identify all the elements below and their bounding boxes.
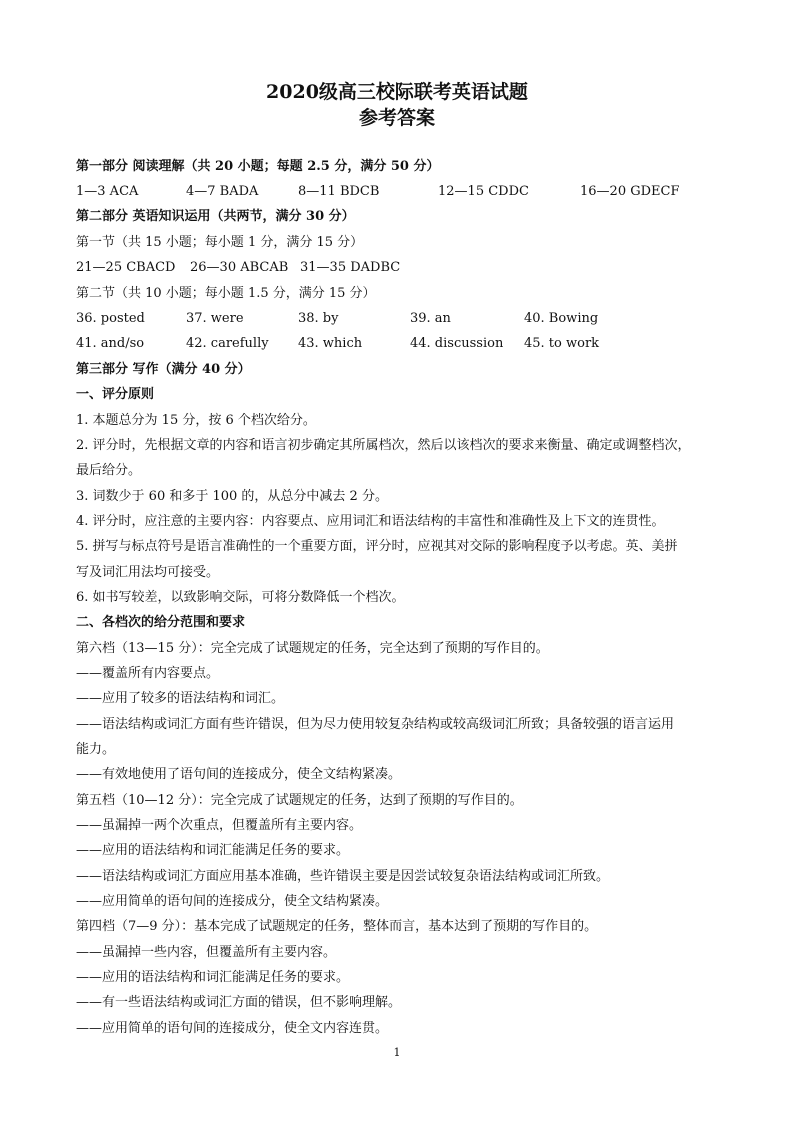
level-6-criterion-continued: 能力。 xyxy=(76,742,116,757)
principle-item: 6. 如书写较差，以致影响交际，可将分数降低一个档次。 xyxy=(76,590,405,605)
level-6-heading: 第六档（13—15 分）：完全完成了试题规定的任务，完全达到了预期的写作目的。 xyxy=(76,641,549,656)
page-number: 1 xyxy=(393,1046,401,1059)
answer-item: 45. to work xyxy=(524,336,600,351)
principle-item: 2. 评分时，先根据文章的内容和语言初步确定其所属档次，然后以该档次的要求来衡量、确定或调整档次， xyxy=(76,438,691,453)
level-5-heading: 第五档（10—12 分）：完全完成了试题规定的任务，达到了预期的写作目的。 xyxy=(76,793,523,808)
part3-heading: 第三部分 写作（满分 40 分） xyxy=(76,362,251,377)
level-4-criterion: ——虽漏掉一些内容，但覆盖所有主要内容。 xyxy=(76,945,337,960)
page-subtitle: 参考答案 xyxy=(358,107,435,129)
answer-item: 38. by xyxy=(298,311,339,326)
level-6-criterion: ——语法结构或词汇方面有些许错误，但为尽力使用较复杂结构或较高级词汇所致；具备较强的语言运用 xyxy=(76,717,675,732)
answer-group: 12—15 CDDC xyxy=(438,184,529,199)
part2-section1-heading: 第一节（共 15 小题；每小题 1 分，满分 15 分） xyxy=(76,235,364,250)
answer-item: 36. posted xyxy=(76,311,145,326)
answer-item: 41. and/so xyxy=(76,336,145,351)
level-5-criterion: ——应用的语法结构和词汇能满足任务的要求。 xyxy=(76,843,350,858)
part1-heading: 第一部分 阅读理解（共 20 小题；每题 2.5 分，满分 50 分） xyxy=(76,159,440,174)
level-4-criterion: ——应用的语法结构和词汇能满足任务的要求。 xyxy=(76,970,350,985)
scoring-principles-heading: 一、评分原则 xyxy=(76,387,155,402)
principle-item-continued: 最后给分。 xyxy=(76,463,142,478)
answer-item: 37. were xyxy=(186,311,244,326)
level-6-criterion: ——有效地使用了语句间的连接成分，使全文结构紧凑。 xyxy=(76,767,402,782)
level-5-criterion: ——语法结构或词汇方面应用基本准确，些许错误主要是因尝试较复杂语法结构或词汇所致。 xyxy=(76,869,610,884)
answer-group: 4—7 BADA xyxy=(186,184,259,199)
answer-item: 42. carefully xyxy=(186,336,269,351)
level-4-criterion: ——应用简单的语句间的连接成分，使全文内容连贯。 xyxy=(76,1021,389,1036)
answer-item: 44. discussion xyxy=(410,336,504,351)
level-6-criterion: ——应用了较多的语法结构和词汇。 xyxy=(76,691,285,706)
answer-group: 31—35 DADBC xyxy=(300,260,401,275)
part2-section2-heading: 第二节（共 10 小题；每小题 1.5 分，满分 15 分） xyxy=(76,286,376,301)
principle-item: 1. 本题总分为 15 分，按 6 个档次给分。 xyxy=(76,413,316,428)
level-4-heading: 第四档（7—9 分）：基本完成了试题规定的任务，整体而言，基本达到了预期的写作目的。 xyxy=(76,919,598,934)
answer-group: 8—11 BDCB xyxy=(298,184,380,199)
principle-item: 5. 拼写与标点符号是语言准确性的一个重要方面，评分时，应视其对交际的影响程度予以考虑。英、美拼 xyxy=(76,539,678,554)
answer-group: 21—25 CBACD xyxy=(76,260,176,275)
part2-heading: 第二部分 英语知识运用（共两节，满分 30 分） xyxy=(76,209,355,224)
answer-item: 39. an xyxy=(410,311,451,326)
answer-group: 1—3 ACA xyxy=(76,184,139,199)
answer-group: 26—30 ABCAB xyxy=(190,260,289,275)
answer-group: 16—20 GDECF xyxy=(580,184,680,199)
answer-item: 43. which xyxy=(298,336,363,351)
level-5-criterion: ——虽漏掉一两个次重点，但覆盖所有主要内容。 xyxy=(76,818,363,833)
principle-item: 4. 评分时，应注意的主要内容：内容要点、应用词汇和语法结构的丰富性和准确性及上下文的连贯性。 xyxy=(76,514,665,529)
page-title: 2020级高三校际联考英语试题 xyxy=(266,81,528,103)
level-5-criterion: ——应用简单的语句间的连接成分，使全文结构紧凑。 xyxy=(76,894,389,909)
principle-item-continued: 写及词汇用法均可接受。 xyxy=(76,565,220,580)
answer-item: 40. Bowing xyxy=(524,311,599,326)
level-6-criterion: ——覆盖所有内容要点。 xyxy=(76,666,220,681)
score-levels-heading: 二、各档次的给分范围和要求 xyxy=(76,615,246,630)
level-4-criterion: ——有一些语法结构或词汇方面的错误，但不影响理解。 xyxy=(76,995,402,1010)
principle-item: 3. 词数少于 60 和多于 100 的，从总分中减去 2 分。 xyxy=(76,489,388,504)
